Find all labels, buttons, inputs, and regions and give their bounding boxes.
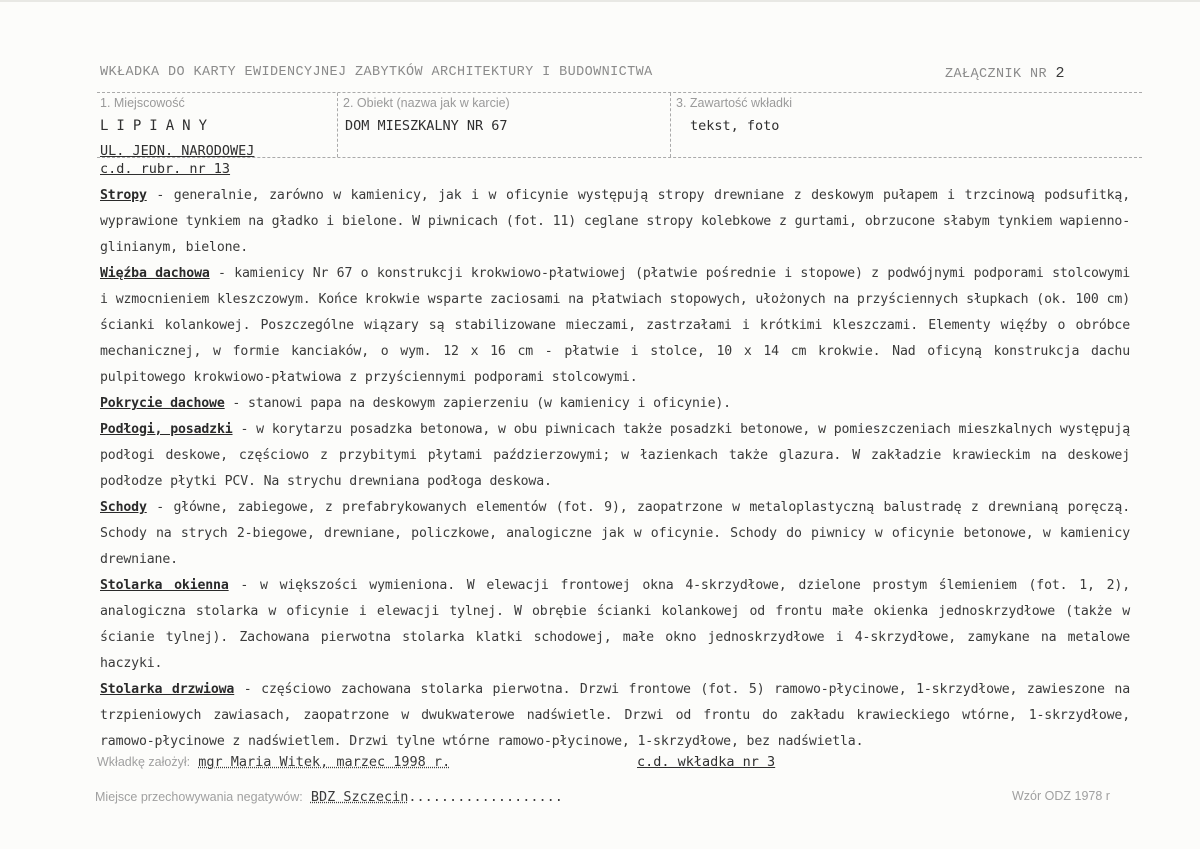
section-text: - w większości wymieniona. W elewacji frontowej okna 4-skrzydłowe, dzielone prostym ślemieniem (fot. 1, 2), analogiczna stolarka w oficynie i elewacji tylnej. W obrębie ścianki kolankowej od frontu małe okienka jednoskrzydłowe (także w ścianie tylnej). Zachowana pierwotna stolarka klatki schodowej, małe okno jednoskrzydłowe i 4-skrzydłowe, zamykane na metalowe haczyki. xyxy=(100,578,1130,671)
section-text: - w korytarzu posadzka betonowa, w obu piwnicach także posadzki betonowe, w pomieszczeniach mieszkalnych występują podłogi deskowe, częściowo z przybitymi płytami paździerzowymi; w łazienkach także glazura. W zakładzie krawieckim na deskowej podłodze płytki PCV. Na strychu drewniana podłoga deskowa. xyxy=(100,422,1130,489)
next-insert: c.d. wkładka nr 3 xyxy=(637,754,776,770)
annex-number: 2 xyxy=(1055,65,1065,82)
section-doors xyxy=(100,677,1130,755)
header-divider xyxy=(97,92,1142,93)
section-heading: Stolarka okienna xyxy=(100,578,229,593)
location-value: LIPIANY xyxy=(100,118,216,134)
section-heading: Schody xyxy=(100,500,147,515)
sheet-title: WKŁADKA DO KARTY EWIDENCYJNEJ ZABYTKÓW ARCHITEKTURY I BUDOWNICTWA xyxy=(100,65,653,80)
location-label: 1. Miejscowość xyxy=(100,96,185,110)
section-floors xyxy=(100,417,1130,495)
negatives-dots: ................... xyxy=(408,789,563,805)
section-heading: Stolarka drzwiowa xyxy=(100,682,235,697)
author-line xyxy=(97,754,450,770)
object-label: 2. Obiekt (nazwa jak w karcie) xyxy=(343,96,510,110)
section-stairs xyxy=(100,495,1130,573)
contents-value: tekst, foto xyxy=(690,118,780,134)
annex-label-text: ZAŁĄCZNIK NR xyxy=(945,67,1048,82)
object-value: DOM MIESZKALNY NR 67 xyxy=(345,118,508,134)
contents-label: 3. Zawartość wkładki xyxy=(676,96,793,110)
section-roof-truss xyxy=(100,261,1130,391)
section-text: - częściowo zachowana stolarka pierwotna. Drzwi frontowe (fot. 5) ramowo-płycinowe, 1-skrzydłowe, zawieszone na trzpieniowych zawiasach, zaopatrzone w dwukwaterowe nadświetle. Drzwi od frontu do zakładu krawieckiego wtórne, 1-skrzydłowe, ramowo-płycinowe z nadświetlem. Drzwi tylne wtórne ramowo-płycinowe, 1-skrzydłowe, bez nadświetla. xyxy=(100,682,1130,749)
section-text: - stanowi papa na deskowym zapierzeniu (w kamienicy i oficynie). xyxy=(224,396,731,411)
author-value: mgr Maria Witek, marzec 1998 r. xyxy=(198,754,451,770)
section-heading: Więźba dachowa xyxy=(100,266,210,281)
author-label: Wkładkę założył: xyxy=(97,755,191,769)
section-ceilings xyxy=(100,183,1130,261)
street-value: UL. JEDN. NARODOWEJ xyxy=(100,143,255,159)
section-windows xyxy=(100,573,1130,677)
section-heading: Pokrycie dachowe xyxy=(100,396,225,411)
field-divider-2 xyxy=(670,93,671,157)
field-divider-1 xyxy=(337,93,338,157)
negatives-line xyxy=(95,789,563,805)
section-heading: Stropy xyxy=(100,188,147,203)
form-code: Wzór ODZ 1978 r xyxy=(1012,789,1110,803)
description-body xyxy=(100,183,1130,755)
rubric-continuation: c.d. rubr. nr 13 xyxy=(100,161,231,177)
section-text: - główne, zabiegowe, z prefabrykowanych elementów (fot. 9), zaopatrzone w metaloplastyczną balustradę z drewnianą poręczą. Schody na strych 2-biegowe, drewniane, policzkowe, analogiczne jak w oficynie. Schody do piwnicy w oficynie betonowe, w kamienicy drewniane. xyxy=(100,500,1130,567)
negatives-label: Miejsce przechowywania negatywów: xyxy=(95,790,303,804)
negatives-value: BDZ Szczecin xyxy=(310,789,409,805)
annex-label xyxy=(945,65,1065,82)
section-roofing xyxy=(100,391,1130,417)
section-heading: Podłogi, posadzki xyxy=(100,422,233,437)
section-text: - generalnie, zarówno w kamienicy, jak i w oficynie występują stropy drewniane z deskowym pułapem i trzcinową podsufitką, wyprawione tynkiem na gładko i bielone. W piwnicach (fot. 11) ceglane stropy kolebkowe z gurtami, obrzucone słabym tynkiem wapienno-glinianym, bielone. xyxy=(100,188,1130,255)
section-text: - kamienicy Nr 67 o konstrukcji krokwiowo-płatwiowej (płatwie pośrednie i stopowe) z podwójnymi podporami stolcowymi i wzmocnieniem kleszczowym. Końce krokwie wsparte zaciosami na płatwiach stopowych, ułożonych na przyściennych słupkach (ok. 100 cm) ścianki kolankowej. Poszczególne wiązary są stabilizowane mieczami, zastrzałami i krótkimi kleszczami. Elementy więźby o obróbce mechanicznej, w formie kanciaków, o wym. 12 x 16 cm - płatwie i stolce, 10 x 14 cm krokwie. Nad oficyną konstrukcja dachu pulpitowego krokwiowo-płatwiowa z przyściennymi podporami stolcowymi. xyxy=(100,266,1130,385)
